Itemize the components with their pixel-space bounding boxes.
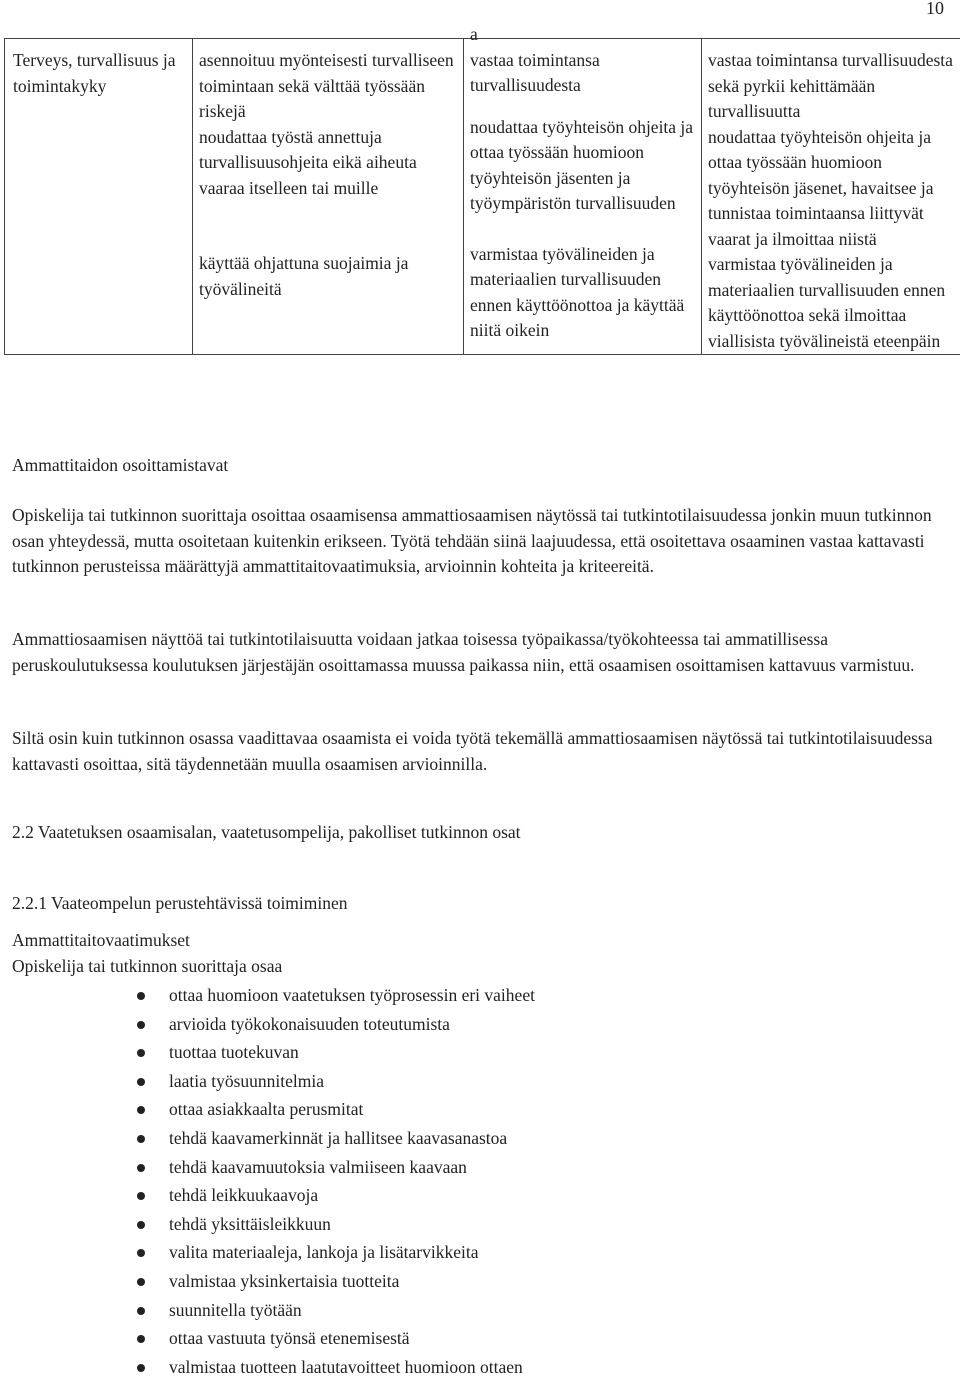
assessment-target-cell [5,39,193,355]
criteria-item: noudattaa työyhteisön ohjeita ja ottaa työssään huomioon työyhteisön jäsenten ja työympäristön turvallisuuden [470,115,695,217]
list-item: tehdä yksittäisleikkuun [0,1212,535,1241]
list-item: valmistaa yksinkertaisia tuotteita [0,1269,535,1298]
list-item: tehdä kaavamerkinnät ja hallitsee kaavasanastoa [0,1126,535,1155]
criteria-level-3-cell [702,39,960,355]
list-item: ottaa asiakkaalta perusmitat [0,1097,535,1126]
section-heading: 2.2 Vaatetuksen osaamisalan, vaatetusompelija, pakolliset tutkinnon osat [12,820,521,846]
subsection-heading: 2.2.1 Vaateompelun perustehtävissä toimiminen [12,891,348,917]
assessment-criteria-table [4,38,960,355]
list-item: valmistaa tuotteen laatutavoitteet huomioon ottaen [0,1355,535,1383]
criteria-level-1-cell [193,39,464,355]
list-item: suunnitella työtään [0,1298,535,1327]
demonstration-paragraph: Opiskelija tai tutkinnon suorittaja osoittaa osaamisensa ammattiosaamisen näytössä tai tutkintotilaisuudessa jonkin muun tutkinnon osan yhteydessä, mutta osoitetaan kuitenkin erikseen. Työtä tehdään siinä laajuudessa, että osoitettava osaaminen vastaa kattavasti tutkinnon perusteissa määrättyjä ammattitaitovaatimuksia, arvioinnin kohteita ja kriteereitä. [12,503,942,580]
list-item: tehdä kaavamuutoksia valmiiseen kaavaan [0,1155,535,1184]
criteria-item: varmistaa työvälineiden ja materiaalien turvallisuuden ennen käyttöönottoa ja käyttää niitä oikein [470,242,695,344]
demonstration-heading: Ammattitaidon osoittamistavat [12,453,228,479]
page-number: 10 [926,0,944,22]
criteria-item: varmistaa työvälineiden ja materiaalien turvallisuuden ennen käyttöönottoa sekä ilmoittaa viallisista työvälineistä eteenpäin [708,252,958,354]
skills-list [0,983,535,1383]
requirements-intro: Opiskelija tai tutkinnon suorittaja osaa [12,954,282,980]
list-item: ottaa vastuuta työnsä etenemisestä [0,1326,535,1355]
criteria-level-2-cell [464,39,702,355]
list-item: tehdä leikkuukaavoja [0,1183,535,1212]
assessment-target-label: Terveys, turvallisuus ja toimintakyky [13,50,176,96]
demonstration-paragraph: Siltä osin kuin tutkinnon osassa vaadittavaa osaamista ei voida työtä tekemällä ammattiosaamisen näytössä tai tutkintotilaisuudessa kattavasti osoittaa, sitä täydennetään muulla osaamisen arvioinnilla. [12,726,942,777]
criteria-item: noudattaa työyhteisön ohjeita ja ottaa työssään huomioon työyhteisön jäsenet, havaitsee ja tunnistaa toimintaansa liittyvät vaarat ja ilmoittaa niistä [708,125,958,253]
criteria-item: vastaa toimintansa turvallisuudesta [470,48,695,99]
criteria-item: a [470,22,695,48]
list-item: valita materiaaleja, lankoja ja lisätarvikkeita [0,1240,535,1269]
criteria-item: asennoituu myönteisesti turvalliseen toimintaan sekä välttää työssään riskejä [199,48,457,125]
list-item: tuottaa tuotekuvan [0,1040,535,1069]
requirements-label: Ammattitaitovaatimukset [12,928,190,954]
criteria-item: noudattaa työstä annettuja turvallisuusohjeita eikä aiheuta vaaraa itselleen tai muille [199,125,457,202]
criteria-item: vastaa toimintansa turvallisuudesta sekä pyrkii kehittämään turvallisuutta [708,48,958,125]
criteria-item: käyttää ohjattuna suojaimia ja työvälineitä [199,251,457,302]
list-item: laatia työsuunnitelmia [0,1069,535,1098]
demonstration-paragraph: Ammattiosaamisen näyttöä tai tutkintotilaisuutta voidaan jatkaa toisessa työpaikassa/työkohteessa tai ammatillisessa peruskoulutuksessa koulutuksen järjestäjän osoittamassa muussa paikassa niin, että osaamisen osoittamisen kattavuus varmistuu. [12,627,942,678]
list-item: ottaa huomioon vaatetuksen työprosessin eri vaiheet [0,983,535,1012]
table-row [5,39,960,355]
list-item: arvioida työkokonaisuuden toteutumista [0,1012,535,1041]
